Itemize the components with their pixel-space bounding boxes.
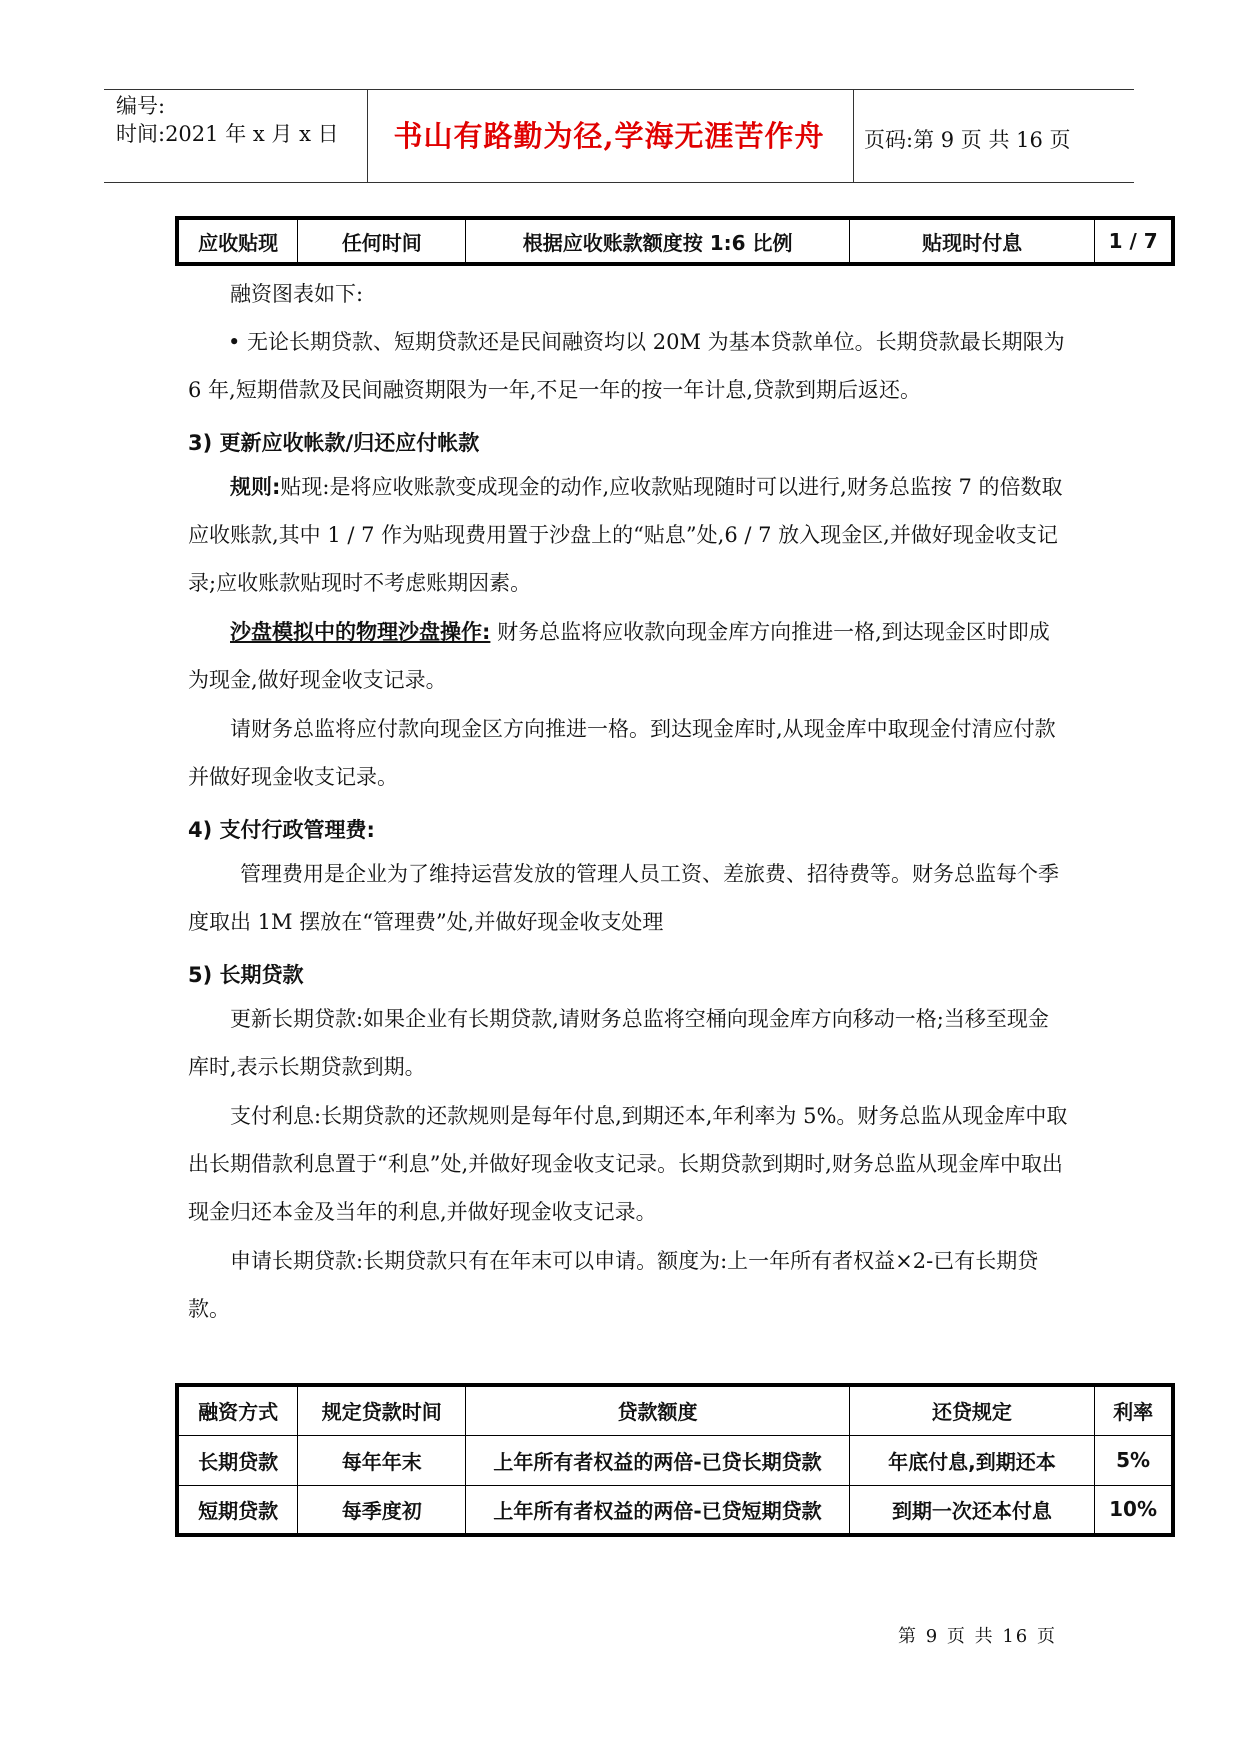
header-top-rule [104,89,1134,90]
table-header-cell: 融资方式 [177,1385,298,1435]
table-cell: 短期贷款 [177,1485,298,1535]
table-row [177,1435,1173,1485]
section-3-sandbox-paragraph [188,608,1068,704]
footer-page-number: 第 9 页 共 16 页 [898,1626,1057,1647]
table-header-row [177,1385,1173,1435]
table-cell: 5% [1095,1435,1173,1485]
table-cell: 应收贴现 [177,218,298,264]
rule-label: 规则: [230,475,281,499]
table-cell: 长期贷款 [177,1435,298,1485]
table-cell: 上年所有者权益的两倍-已贷长期贷款 [466,1435,849,1485]
section-5-heading: 5) 长期贷款 [188,963,304,987]
header-bottom-rule [104,182,1134,183]
sandbox-text: 财务总监将应收款向现金库方向推进一格,到达现金区时即成为现金,做好现金收支记录。 [188,620,1050,692]
section-5-interest-paragraph: 支付利息:长期贷款的还款规则是每年付息,到期还本,年利率为 5%。财务总监从现金库中取出长期借款利息置于“利息”处,并做好现金收支记录。长期贷款到期时,财务总监从现金库中取出现金归还本金及当年的利息,并做好现金收支记录。 [188,1104,1068,1224]
table-cell: 根据应收账款额度按 1:6 比例 [466,218,850,264]
section-3-heading: 3) 更新应收帐款/归还应付帐款 [188,431,480,455]
table-header-cell: 贷款额度 [466,1385,849,1435]
table-cell: 每年年末 [298,1435,466,1485]
sandbox-label: 沙盘模拟中的物理沙盘操作: [230,620,491,644]
table-cell: 1 / 7 [1095,218,1173,264]
header-page-number: 页码:第 9 页 共 16 页 [864,128,1071,152]
table-row [177,218,1173,264]
section-3-payable-paragraph: 请财务总监将应付款向现金区方向推进一格。到达现金库时,从现金库中取现金付清应付款并做好现金收支记录。 [188,717,1056,789]
table-header-cell: 还贷规定 [849,1385,1094,1435]
discount-table [175,216,1175,266]
header-motto: 书山有路勤为径,学海无涯苦作舟 [393,119,825,153]
section-4-heading: 4) 支付行政管理费: [188,818,375,842]
header-number: 编号: [116,94,166,118]
header-divider-right [853,90,854,182]
header-meta [116,92,339,148]
section-5-update-paragraph: 更新长期贷款:如果企业有长期贷款,请财务总监将空桶向现金库方向移动一格;当移至现金库时,表示长期贷款到期。 [188,1007,1049,1079]
table-cell: 贴现时付息 [849,218,1094,264]
header-time: 时间:2021 年 x 月 x 日 [116,122,339,146]
table-cell: 任何时间 [298,218,466,264]
intro-text: 融资图表如下: [230,282,364,306]
table-header-cell: 规定贷款时间 [298,1385,466,1435]
section-4-paragraph: 管理费用是企业为了维持运营发放的管理人员工资、差旅费、招待费等。财务总监每个季度取出 1M 摆放在“管理费”处,并做好现金收支处理 [188,862,1059,934]
table-cell: 10% [1095,1485,1173,1535]
section-5-apply-paragraph: 申请长期贷款:长期贷款只有在年末可以申请。额度为:上一年所有者权益×2-已有长期贷款。 [188,1249,1039,1321]
rule-text: 贴现:是将应收账款变成现金的动作,应收款贴现随时可以进行,财务总监按 7 的倍数取应收账款,其中 1 / 7 作为贴现费用置于沙盘上的“贴息”处,6 / 7 放入现金区,并做好现金收支记录;应收账款贴现时不考虑账期因素。 [188,475,1063,595]
table-cell: 到期一次还本付息 [849,1485,1094,1535]
table-row [177,1485,1173,1535]
table-cell: 年底付息,到期还本 [849,1435,1094,1485]
table-cell: 每季度初 [298,1485,466,1535]
bullet-paragraph: • 无论长期贷款、短期贷款还是民间融资均以 20M 为基本贷款单位。长期贷款最长期限为 6 年,短期借款及民间融资期限为一年,不足一年的按一年计息,贷款到期后返还。 [188,330,1065,402]
table-header-cell: 利率 [1095,1385,1173,1435]
section-3-rule-paragraph [188,463,1068,607]
loan-table [175,1383,1175,1537]
table-cell: 上年所有者权益的两倍-已贷短期贷款 [466,1485,849,1535]
